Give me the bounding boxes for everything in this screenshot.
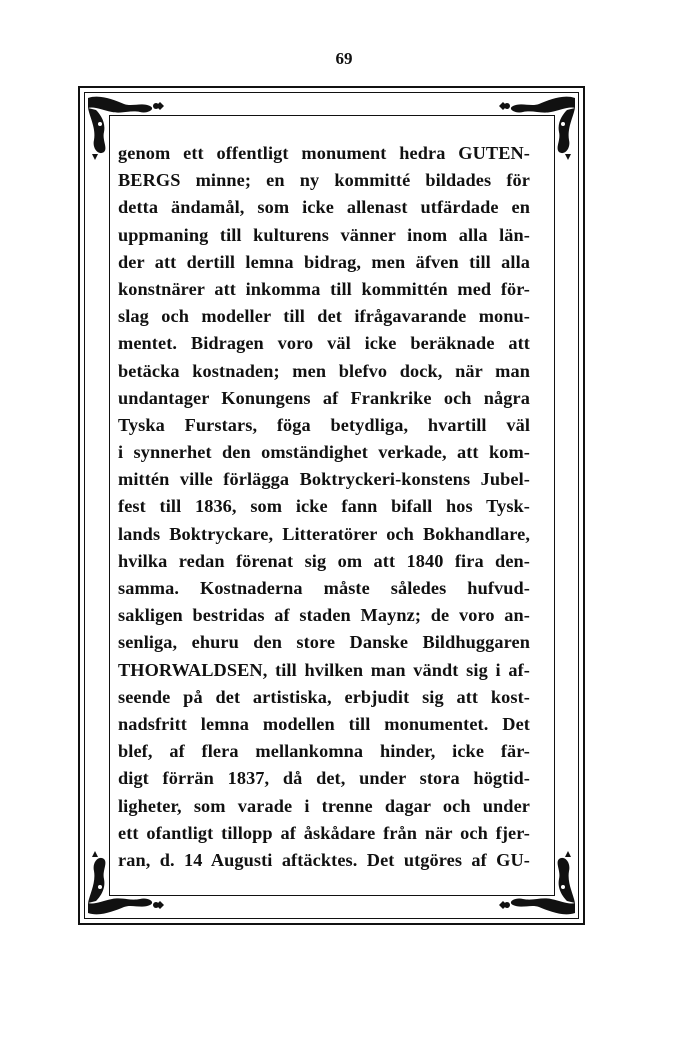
text-line: samma. Kostnaderna måste således hufvud- xyxy=(118,578,530,598)
text-line: THORWALDSEN, till hvilken man vändt sig i af- xyxy=(118,659,530,680)
text-line: senliga, ehuru den store Danske Bildhuggaren xyxy=(118,632,530,653)
text-line: BERGS minne; en ny kommitté bildades för xyxy=(118,170,530,191)
text-line: der att dertill lemna bidrag, men äfven till alla xyxy=(118,251,530,272)
text-line: ett ofantligt tillopp af åskådare från när och fjer- xyxy=(118,822,530,843)
text-line: nadsfritt lemna modellen till monumentet. Det xyxy=(118,713,530,734)
text-line: seende på det artistiska, erbjudit sig att kost- xyxy=(118,686,530,707)
text-line: fest till 1836, som icke fann bifall hos Tysk- xyxy=(118,496,530,517)
text-line: betäcka kostnaden; men blefvo dock, när man xyxy=(118,360,530,381)
text-line: detta ändamål, som icke allenast utfärdade en xyxy=(118,197,530,218)
text-line: i synnerhet den omständighet verkade, att kom- xyxy=(118,442,530,463)
text-line: hvilka redan förenat sig om att 1840 fira den- xyxy=(118,550,530,571)
text-line: Tyska Furstars, föga betydliga, hvartill väl xyxy=(118,414,530,435)
text-line: undantager Konungens af Frankrike och några xyxy=(118,387,530,408)
text-line: mittén ville förlägga Boktryckeri-konstens Jubel- xyxy=(118,469,530,490)
text-line: uppmaning till kulturens vänner inom alla län- xyxy=(118,224,530,245)
body-text xyxy=(118,140,530,874)
text-line: blef, af flera mellankomna hinder, icke fär- xyxy=(118,741,530,762)
text-line: digt förrän 1837, då det, under stora högtid- xyxy=(118,768,530,789)
page-number: 69 xyxy=(335,49,353,68)
text-line: sakligen bestridas af staden Maynz; de voro an- xyxy=(118,605,530,626)
text-line: ran, d. 14 Augusti aftäcktes. Det utgöres af GU- xyxy=(118,849,530,870)
text-line: slag och modeller till det ifrågavarande monu- xyxy=(118,306,530,327)
text-line: genom ett offentligt monument hedra GUTEN- xyxy=(118,143,530,163)
text-line: ligheter, som varade i trenne dagar och under xyxy=(118,795,530,816)
text-line: konstnärer att inkomma till kommittén med för- xyxy=(118,278,530,299)
text-line: lands Boktryckare, Litteratörer och Bokhandlare, xyxy=(118,523,530,544)
text-line: mentet. Bidragen voro väl icke beräknade att xyxy=(118,333,530,354)
